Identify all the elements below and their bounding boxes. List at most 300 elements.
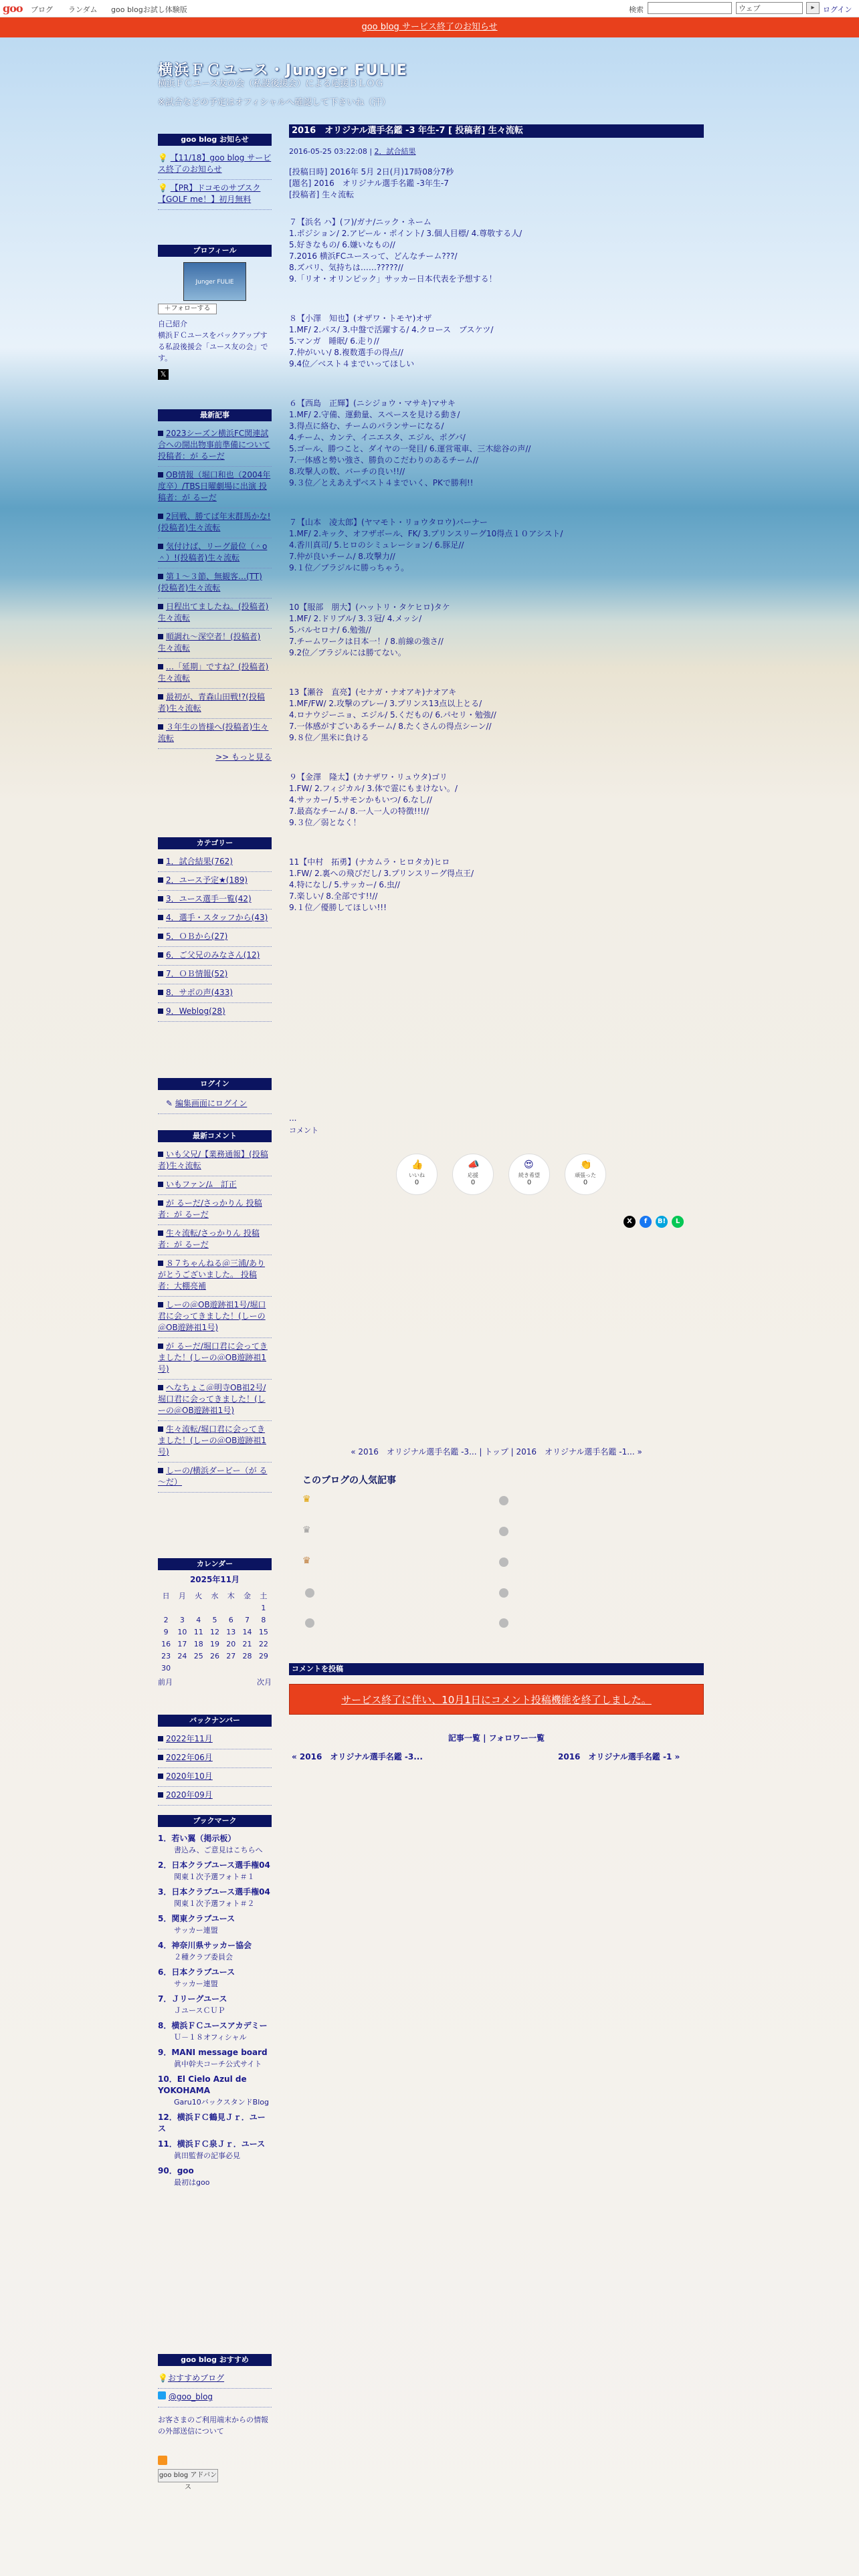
calendar-day[interactable]: 19 (209, 1639, 219, 1648)
comment-item[interactable] (158, 1463, 272, 1493)
calendar-day[interactable]: 10 (177, 1627, 187, 1636)
calendar-day (223, 1602, 239, 1614)
nav-blog-link[interactable]: ブログ (31, 5, 53, 14)
bullet-icon (158, 1008, 163, 1014)
calendar-day[interactable]: 17 (177, 1639, 187, 1648)
calendar-table (158, 1590, 272, 1674)
recent-post-item[interactable] (158, 467, 272, 508)
clap-icon: 👏 (580, 1160, 592, 1170)
popular-rank-10-icon (499, 1618, 508, 1628)
calendar-weekday: 火 (195, 1591, 203, 1600)
recent-post-item[interactable] (158, 659, 272, 689)
bookmark-title[interactable]: 1．若い翼（掲示板） (158, 1834, 236, 1843)
calendar-weekday: 土 (260, 1591, 268, 1600)
post-dots: ... (289, 1113, 297, 1123)
calendar-weekday: 水 (211, 1591, 219, 1600)
bookmark-title[interactable]: 10．El Cielo Azul de YOKOHAMA (158, 2074, 247, 2095)
bullet-icon (158, 1230, 163, 1236)
calendar-day[interactable]: 13 (226, 1627, 236, 1636)
osirase-link[interactable]: 【PR】ドコモのサブスク【GOLF me！】初月無料 (158, 183, 261, 204)
backnumber-heading: バックナンバー (158, 1715, 272, 1727)
calendar-day[interactable]: 8 (261, 1615, 266, 1624)
bookmark-title[interactable]: 7．Ｊリーグユース (158, 1994, 227, 2004)
recommend-heading: goo blog おすすめ (158, 2354, 272, 2366)
category-link[interactable]: 3．ユース選手一覧(42) (166, 894, 252, 903)
recommend-twitter-link[interactable]: @goo_blog (168, 2392, 213, 2401)
player-answer: 4.香川真司/ 5.ヒロのシミュレーション/ 6.豚足// (289, 540, 464, 550)
reaction-like-button[interactable] (396, 1154, 438, 1195)
player-answer: 4.サッカー/ 5.サモンかもいつ/ 6.なし// (289, 795, 432, 804)
comments-heading: 最新コメント (158, 1130, 272, 1142)
category-link[interactable]: 5．ＯＢから(27) (166, 932, 228, 941)
calendar-day[interactable]: 27 (226, 1651, 236, 1660)
players-block (289, 217, 704, 914)
comment-item[interactable] (158, 1255, 272, 1297)
player-answer: 9.「リオ・オリンピック」サッカー日本代表を予想する！ (289, 274, 497, 284)
calendar-day[interactable]: 7 (245, 1615, 250, 1624)
calendar-day[interactable]: 4 (196, 1615, 201, 1624)
category-link[interactable]: 9．Weblog(28) (166, 1006, 225, 1016)
player-answer: 1.MF/ 2.キック、オフザボール、FK/ 3.プリンスリーグ10得点１０アシスト/ (289, 529, 563, 538)
recent-post-link[interactable]: 気付けば、リーグ最位（＾o＾）!(投稿者)生々流転 (158, 542, 268, 562)
calendar-day[interactable]: 6 (228, 1615, 233, 1624)
calendar-day[interactable]: 14 (242, 1627, 252, 1636)
calendar-day[interactable]: 23 (161, 1651, 171, 1660)
recent-post-item[interactable] (158, 425, 272, 467)
player-entry (289, 313, 704, 370)
player-entry (289, 857, 704, 914)
calendar-day (191, 1662, 207, 1674)
calendar-day (239, 1602, 255, 1614)
profile-image: Junger FULIE (183, 262, 246, 301)
bookmark-title[interactable]: 4．神奈川県サッカー協会 (158, 1941, 252, 1950)
category-item[interactable] (158, 1003, 272, 1022)
bullet-icon (158, 472, 163, 477)
pencil-icon: ✎ (166, 1099, 173, 1108)
player-answer: 5.好きなもの/ 6.嫌いなもの// (289, 240, 395, 249)
calendar-day (207, 1662, 223, 1674)
player-answer: 1.MF/ 2.守備、運動量、スペースを見ける動き/ (289, 410, 460, 419)
popular-rank-7-icon (499, 1527, 508, 1536)
calendar-weekday: 金 (244, 1591, 252, 1600)
comment-item[interactable] (158, 1176, 272, 1195)
player-answer: 9.３位／とえあえずベスト４までいく、PKで勝利!! (289, 478, 474, 488)
bookmark-title[interactable]: 5．関東クラブユース (158, 1914, 235, 1923)
bookmark-title[interactable]: 11．横浜ＦＣ泉Ｊｒ．ユース (158, 2139, 266, 2149)
login-heading: ログイン (158, 1078, 272, 1090)
bookmark-title[interactable]: 12．横浜ＦＣ鶴見Ｊｒ．ユース (158, 2113, 266, 2133)
bullet-icon (158, 664, 163, 669)
recent-post-item[interactable] (158, 629, 272, 659)
goo-logo[interactable]: goo (3, 2, 23, 15)
comment-link[interactable]: ８７ちゃんねる＠三浦/ありがとうございました。 投稿者：大棚亮補 (158, 1259, 266, 1291)
category-item[interactable] (158, 909, 272, 928)
reaction-label: 頑張った (575, 1172, 596, 1178)
reaction-cheer-button[interactable] (452, 1154, 494, 1195)
sidebar-profile (158, 245, 272, 380)
category-link[interactable]: 2．ユース予定★(189) (166, 875, 248, 885)
heart-eyes-icon: 😍 (524, 1160, 534, 1170)
reaction-count: 0 (583, 1179, 588, 1186)
bullet-icon (158, 1774, 163, 1779)
player-answer: 7.チームワークは日本一！/ 8.前線の強さ// (289, 637, 444, 646)
popular-rank-8-icon (499, 1558, 508, 1567)
search-input[interactable] (648, 2, 732, 14)
bullet-icon (158, 694, 163, 700)
comment-link[interactable]: へなちょこ＠明寺OB祖2号/堀口君に会ってきました！(しーの＠OB遊跡祖1号) (158, 1383, 266, 1415)
calendar-day[interactable]: 20 (226, 1639, 236, 1648)
bullet-icon (158, 1468, 163, 1473)
bookmark-heading: ブックマーク (158, 1815, 272, 1827)
category-item[interactable] (158, 891, 272, 909)
login-link[interactable]: ログイン (823, 5, 852, 14)
category-link[interactable]: 4．選手・スタッフから(43) (166, 913, 268, 922)
lightbulb-icon: 💡 (158, 153, 168, 163)
comment-closed-link[interactable]: サービス終了に伴い、10月1日にコメント投稿機能を終了しました。 (341, 1694, 652, 1706)
edit-login-link[interactable]: 編集画面にログイン (175, 1099, 248, 1108)
category-link[interactable]: 7．ＯＢ情報(52) (166, 969, 228, 978)
osirase-heading: goo blog お知らせ (158, 134, 272, 146)
comment-item[interactable] (158, 1421, 272, 1463)
footer-links[interactable]: 記事一覧 | フォロワー一覧 (448, 1733, 545, 1743)
bookmark-title[interactable]: 3．日本クラブユース選手権04 (158, 1887, 270, 1897)
recent-post-item[interactable] (158, 508, 272, 538)
sidebar-calendar (158, 1558, 272, 1688)
calendar-day[interactable]: 24 (177, 1651, 187, 1660)
search-label: 検索 (629, 5, 644, 14)
bookmark-item[interactable] (158, 2072, 272, 2110)
bookmark-item[interactable] (158, 2163, 272, 2190)
calendar-day[interactable]: 22 (258, 1639, 268, 1648)
category-link[interactable]: 6．ご父兄のみなさん(12) (166, 950, 260, 960)
bullet-icon (158, 1344, 163, 1349)
share-hatena-icon[interactable]: B! (656, 1216, 668, 1228)
sidebar-recent (158, 409, 272, 763)
blog-description-line-2: ※試合などの予定はオフィシャルへ確認して下さいね（汗） (158, 98, 391, 108)
backnumber-link[interactable]: 2022年06月 (166, 1753, 213, 1762)
player-name: 13【瀬谷 直亮】(セナガ・ナオアキ)ナオアキ (289, 687, 457, 697)
bookmark-item[interactable] (158, 1885, 272, 1911)
calendar-day[interactable]: 1 (261, 1603, 266, 1612)
profile-heading: プロフィール (158, 245, 272, 257)
comment-link[interactable]: が るーだ/堀口君に会ってきました！(しーの＠OB遊跡祖1号) (158, 1341, 268, 1374)
bullet-icon (158, 1302, 163, 1307)
player-answer: 9.３位／弱となく！ (289, 818, 361, 827)
popular-posts-title: このブログの人気記事 (302, 1475, 396, 1486)
bullet-icon (158, 1261, 163, 1266)
service-end-notice-link[interactable]: goo blog サービス終了のお知らせ (361, 22, 498, 32)
footer-prev-link[interactable]: « 2016 オリジナル選手名鑑 -3... (292, 1752, 423, 1761)
player-entry (289, 772, 704, 829)
bullet-icon (158, 859, 163, 864)
category-item[interactable] (158, 947, 272, 966)
player-answer: 9.１位／優勝してほしい!!! (289, 903, 387, 912)
calendar-day[interactable]: 25 (193, 1651, 203, 1660)
comment-link[interactable]: しーの/横浜ダービー（が る～だ） (158, 1466, 268, 1487)
bullet-icon (158, 971, 163, 976)
calendar-day[interactable]: 11 (193, 1627, 203, 1636)
player-answer: 8.攻撃人の数、バーチの良い!!// (289, 467, 405, 476)
blog-title[interactable]: 横浜ＦＣユース・Junger FULIE (158, 62, 408, 79)
player-answer: 7.楽しい/ 8.全部です!!// (289, 891, 378, 901)
calendar-day[interactable]: 21 (242, 1639, 252, 1648)
calendar-weekday: 木 (227, 1591, 235, 1600)
bullet-icon (158, 544, 163, 549)
recent-post-link[interactable]: 日程出てましたね。(投稿者)生々流転 (158, 602, 269, 623)
category-item[interactable] (158, 928, 272, 947)
bullet-icon (158, 915, 163, 920)
player-answer: 7.最高なチーム/ 8.一人一人の特徴!!!// (289, 807, 430, 816)
bullet-icon (158, 877, 163, 883)
reaction-more-button[interactable] (508, 1154, 550, 1195)
comment-link[interactable]: いもファン/ﾑ 訂正 (166, 1180, 237, 1189)
bullet-icon (158, 952, 163, 958)
calendar-day[interactable]: 18 (193, 1639, 203, 1648)
player-name: ９【金澤 隆太】(カナザワ・リュウタ)ゴリ (289, 772, 448, 782)
bookmark-desc: 最初はgoo (174, 2178, 210, 2187)
category-link[interactable]: 8．サポの声(433) (166, 988, 233, 997)
bookmark-title[interactable]: 8．横浜ＦＣユースアカデミー (158, 2021, 268, 2030)
footer-next-link[interactable]: 2016 オリジナル選手名鑑 -1 » (558, 1752, 680, 1761)
calendar-day (256, 1662, 272, 1674)
calendar-day[interactable]: 28 (242, 1651, 252, 1660)
backnumber-item[interactable] (158, 1768, 272, 1787)
share-line-icon[interactable]: L (672, 1216, 684, 1228)
bookmark-desc: ２種クラブ委員会 (174, 1953, 233, 1961)
sidebar-categories (158, 837, 272, 1022)
player-entry (289, 517, 704, 574)
comment-link[interactable]: が るーだ/さっかりん 投稿者：が るーだ (158, 1198, 262, 1219)
comment-link[interactable]: 生々流転/さっかりん 投稿者：が るーだ (158, 1228, 260, 1249)
recent-post-link[interactable]: …「延期」ですね？(投稿者)生々流転 (158, 662, 269, 683)
backnumber-item[interactable] (158, 1749, 272, 1768)
thumbs-up-icon: 👍 (411, 1160, 423, 1170)
comment-item[interactable] (158, 1225, 272, 1255)
calendar-heading: カレンダー (158, 1558, 272, 1570)
post-navigation[interactable]: « 2016 オリジナル選手名鑑 -3... | トップ | 2016 オリジナル選手名鑑 -1... » (351, 1447, 642, 1457)
sidebar-osirase (158, 134, 272, 210)
recent-post-link[interactable]: 2回戦、勝てば年末群馬かな!(投稿者)生々流転 (158, 512, 271, 532)
player-answer: 1.FW/ 2.フィジカル/ 3.体で霊にもまけない。/ (289, 784, 458, 793)
comment-link[interactable]: 生々流転/堀口君に会ってきました！(しーの＠OB遊跡祖1号) (158, 1424, 266, 1457)
bookmark-item[interactable] (158, 1992, 272, 2018)
bookmark-desc: 書込み、ご意見はこちらへ (174, 1846, 263, 1854)
bookmark-desc: Ｕ－１８オフィシャル (174, 2033, 247, 2042)
category-item[interactable] (158, 984, 272, 1003)
bullet-icon (158, 634, 163, 639)
bookmark-item[interactable] (158, 1965, 272, 1992)
comment-item[interactable] (158, 1338, 272, 1380)
recommend-blog-link[interactable]: おすすめブログ (167, 2373, 225, 2383)
post-category-link[interactable]: 2．試合結果 (374, 147, 416, 156)
calendar-prev-link[interactable]: 前月 (158, 1678, 173, 1687)
recent-post-link[interactable]: 順調れ～深空者！(投稿者)生々流転 (158, 632, 261, 653)
recent-post-link[interactable]: OB情報（堀口和也（2004年度卒）/TBS日曜劇場に出演 投稿者：が るーだ (158, 470, 271, 502)
bookmark-title[interactable]: 2．日本クラブユース選手権04 (158, 1860, 270, 1870)
bullet-icon (158, 1200, 163, 1206)
reaction-label: 応援 (468, 1172, 478, 1178)
rss-icon[interactable] (158, 2456, 167, 2465)
calendar-day[interactable]: 16 (161, 1639, 171, 1648)
bookmark-item[interactable] (158, 1831, 272, 1858)
post-header-line: [投稿日時] 2016年 5月 2日(月)17時08分7秒 (289, 167, 454, 177)
bookmark-title[interactable]: 6．日本クラブユース (158, 1967, 235, 1977)
reaction-count: 0 (414, 1179, 419, 1186)
category-item[interactable] (158, 872, 272, 891)
comment-post-heading: コメントを投稿 (289, 1663, 704, 1675)
bookmark-item[interactable] (158, 2110, 272, 2137)
twitter-icon (158, 2391, 166, 2399)
player-answer: 1.MF/FW/ 2.攻撃のプレー/ 3.プリンス13点以上とる/ (289, 699, 482, 708)
x-icon[interactable]: 𝕏 (158, 369, 169, 380)
player-answer: 8.ズバリ、気持ちは……?????// (289, 263, 403, 272)
osirase-link[interactable]: 【11/18】goo blog サービス終了のお知らせ (158, 153, 272, 174)
sidebar-login (158, 1078, 272, 1114)
recent-post-item[interactable] (158, 538, 272, 568)
bookmark-item[interactable] (158, 1911, 272, 1938)
calendar-next-link[interactable]: 次月 (257, 1678, 272, 1687)
player-entry (289, 687, 704, 744)
player-answer: 5.マンガ 睡眠/ 6.走り// (289, 336, 379, 346)
category-item[interactable] (158, 853, 272, 872)
recent-post-item[interactable] (158, 599, 272, 629)
post-header-line: [投稿者] 生々流転 (289, 190, 355, 199)
category-heading: カテゴリー (158, 837, 272, 849)
category-item[interactable] (158, 966, 272, 984)
comment-closed-notice (289, 1684, 704, 1715)
player-answer: 7.一体感と勢い強さ、勝負のこだわりのあるチーム// (289, 455, 479, 465)
popular-crown-bronze-icon: ♛ (302, 1555, 311, 1566)
player-name: ７【山本 凌太郎】(ヤマモト・リョウタロウ)パーナー (289, 518, 488, 527)
calendar-title: 2025年11月 (189, 1575, 240, 1584)
recent-post-item[interactable] (158, 568, 272, 599)
search-button[interactable]: ▸ (806, 2, 820, 14)
comment-link[interactable]: いも父兄/【業務通報】(投稿者)生々流転 (158, 1150, 268, 1170)
comment-item[interactable] (158, 1297, 272, 1338)
bookmark-item[interactable] (158, 2018, 272, 2045)
bookmark-desc: 眞中幹夫コーチ公式サイト (174, 2060, 262, 2068)
bookmark-title[interactable]: 90．goo (158, 2166, 194, 2175)
reaction-count: 0 (470, 1179, 476, 1186)
comment-item[interactable] (158, 1195, 272, 1225)
lightbulb-icon: 💡 (158, 2373, 168, 2383)
lightbulb-icon: 💡 (158, 183, 168, 193)
bullet-icon (158, 1385, 163, 1390)
bookmark-item[interactable] (158, 2137, 272, 2163)
comment-item[interactable] (158, 1380, 272, 1421)
calendar-day[interactable]: 26 (209, 1651, 219, 1660)
recent-post-item[interactable] (158, 719, 272, 749)
bullet-icon (158, 574, 163, 579)
calendar-day[interactable]: 9 (163, 1627, 169, 1636)
plus-icon: ＋ (164, 305, 171, 312)
external-transmission-note[interactable]: お客さまのご利用端末からの情報の外部送信について (158, 2416, 268, 2436)
backnumber-link[interactable]: 2020年09月 (166, 1790, 213, 1800)
backnumber-item[interactable] (158, 1787, 272, 1806)
calendar-day[interactable]: 12 (209, 1627, 219, 1636)
bullet-icon (158, 724, 163, 730)
share-facebook-icon[interactable]: f (640, 1216, 652, 1228)
sidebar-recommend (158, 2354, 272, 2491)
player-answer: 1.MF/ 2.パス/ 3.中盤で活躍する/ 4.クロース ブスケツ/ (289, 325, 494, 334)
player-answer: 7.一体感がすごいあるチーム/ 8.たくさんの得点シーン// (289, 722, 492, 731)
reaction-effort-button[interactable] (565, 1154, 606, 1195)
bullet-icon (158, 1736, 163, 1741)
recent-post-link[interactable]: ３年生の皆様へ(投稿者)生々流転 (158, 722, 269, 743)
player-answer: 4.ロナウジーニョ、エジル/ 5.くだもの/ 6.パセリ・勉強// (289, 710, 496, 720)
comment-link[interactable]: しーの＠OB遊跡祖1号/堀口君に会ってきました！(しーの＠OB遊跡祖1号) (158, 1300, 266, 1332)
recent-more-link[interactable]: >> もっと見る (215, 752, 272, 762)
popular-crown-gold-icon: ♛ (302, 1494, 311, 1505)
bullet-icon (158, 1152, 163, 1157)
osirase-item[interactable] (158, 150, 272, 180)
popular-rank-4-icon (305, 1588, 314, 1598)
recent-heading: 最新記事 (158, 409, 272, 421)
recent-post-link[interactable]: 2023シーズン横浜FC関連試合への開出物事前準備について 投稿者：が るーだ (158, 429, 270, 461)
share-x-icon[interactable]: X (624, 1216, 636, 1228)
calendar-day[interactable]: 2 (163, 1615, 169, 1624)
bookmark-desc: 関東１次予選フォト＃１ (174, 1872, 255, 1881)
follow-button[interactable] (158, 304, 217, 314)
category-link[interactable]: 1．試合結果(762) (166, 857, 233, 866)
advance-badge[interactable]: goo blog アドバンス (158, 2469, 218, 2482)
bookmark-item[interactable] (158, 2045, 272, 2072)
calendar-day (174, 1602, 190, 1614)
reaction-count: 0 (527, 1179, 532, 1186)
player-answer: 5.バルセロナ/ 6.勉強// (289, 625, 371, 635)
bookmark-desc: Garu10バックスタンドBlog (174, 2098, 269, 2107)
recent-post-link[interactable]: 最初が、青森山田戦!?(投稿者)生々流転 (158, 692, 265, 713)
nav-trial-link[interactable]: goo blogお試し体験版 (111, 5, 187, 14)
blog-description (158, 75, 506, 112)
calendar-day[interactable]: 29 (258, 1651, 268, 1660)
bullet-icon (158, 896, 163, 901)
backnumber-item[interactable] (158, 1731, 272, 1749)
calendar-day[interactable]: 15 (258, 1627, 268, 1636)
calendar-day (223, 1662, 239, 1674)
popular-rank-6-icon (499, 1496, 508, 1505)
player-answer: 1.ポジション/ 2.アピール・ポイント/ 3.個人目標/ 4.尊敬する人/ (289, 229, 522, 238)
post-date: 2016-05-25 03:22:08 (289, 147, 367, 156)
bookmark-desc: サッカー連盟 (174, 1926, 218, 1935)
player-entry (289, 217, 704, 285)
bookmark-title[interactable]: 9．MANI message board (158, 2048, 268, 2057)
player-answer: 7.仲がいい/ 8.複数選手の得点// (289, 348, 403, 357)
recent-post-item[interactable] (158, 689, 272, 719)
bookmark-desc: 関東１次予選フォト＃２ (174, 1899, 255, 1908)
bookmark-item[interactable] (158, 1858, 272, 1885)
search-scope-select[interactable]: ウェブ (736, 2, 803, 14)
reaction-label: 続き希望 (518, 1172, 540, 1178)
recent-post-link[interactable]: 第１～３節、無観客…(TT)(投稿者)生々流転 (158, 572, 262, 593)
backnumber-link[interactable]: 2020年10月 (166, 1772, 213, 1781)
calendar-weekday: 月 (178, 1591, 186, 1600)
comment-label[interactable]: コメント (289, 1126, 318, 1135)
comment-item[interactable] (158, 1146, 272, 1176)
nav-random-link[interactable]: ランダム (68, 5, 98, 14)
bullet-icon (158, 1182, 163, 1187)
calendar-day[interactable]: 5 (212, 1615, 217, 1624)
bookmark-item[interactable] (158, 1938, 272, 1965)
bullet-icon (158, 604, 163, 609)
player-answer: 9.１位／ブラジルに勝っちゃう。 (289, 563, 409, 572)
backnumber-link[interactable]: 2022年11月 (166, 1734, 213, 1743)
calendar-day[interactable]: 30 (161, 1663, 171, 1673)
osirase-item[interactable] (158, 180, 272, 210)
post-header-block (289, 167, 704, 201)
player-answer: 9.4位／ベスト４までいってほしい (289, 359, 415, 368)
calendar-day[interactable]: 3 (179, 1615, 185, 1624)
